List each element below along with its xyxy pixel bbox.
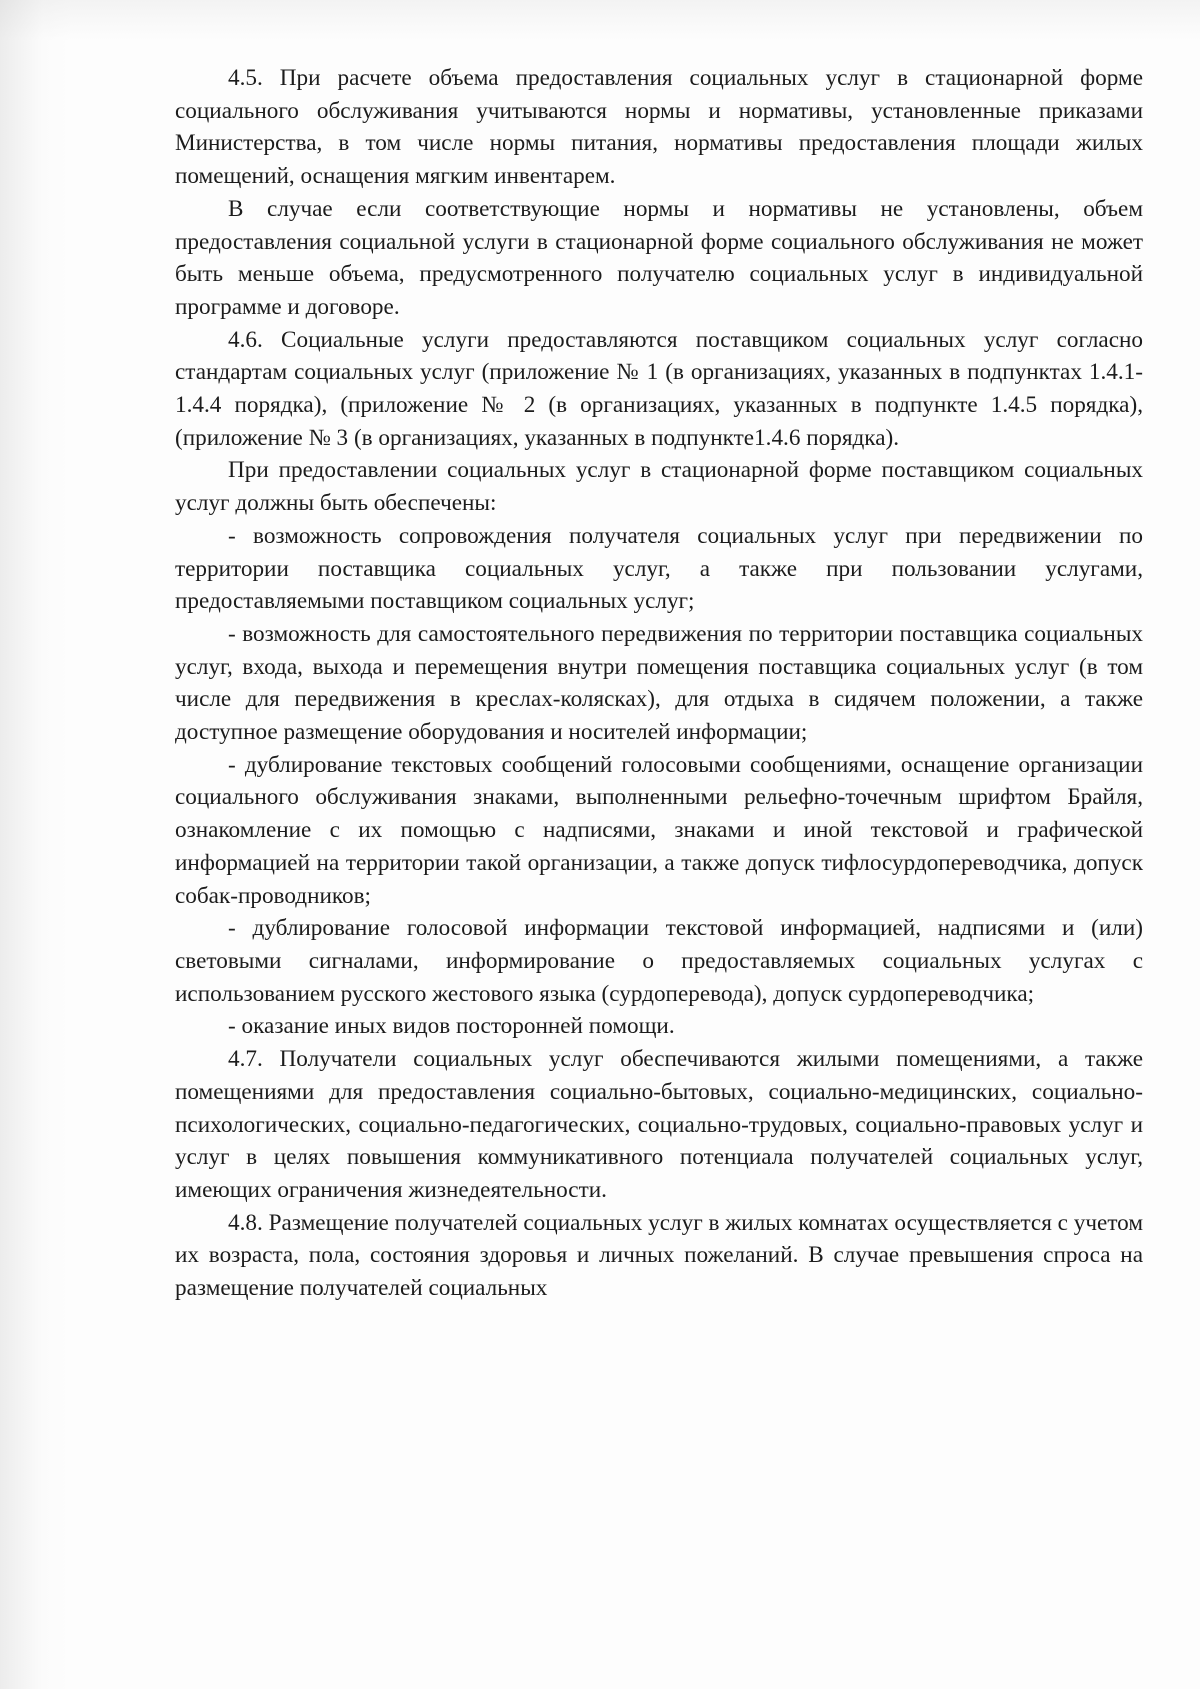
list-item-other-assistance: - оказание иных видов посторонней помощи. xyxy=(228,1013,675,1040)
list-item-independent-movement: - возможность для самостоятельного передвижения по территории поставщика социальных услуг, входа, выхода и перемещения внутри помещения поставщика социальных услуг (в том числе для передвижения в креслах-колясках), для отдыха в сидячем положении, а также доступное размещение оборудования и носителей информации; xyxy=(175,620,1143,746)
scan-shadow-left xyxy=(0,0,70,1689)
paragraph-norms-not-set: В случае если соответствующие нормы и нормативы не установлены, объем предоставления социальной услуги в стационарной форме социального обслуживания не может быть меньше объема, предусмотренного получателю социальных услуг в индивидуальной программе и договоре. xyxy=(175,195,1143,320)
paragraph-4-6: 4.6. Социальные услуги предоставляются поставщиком социальных услуг согласно стандартам социальных услуг (приложение № 1 (в организациях, указанных в подпунктах 1.4.1-1.4.4 порядка), (приложение № 2 (в организациях, указанных в подпункте 1.4.5 порядка), (приложение № 3 (в организациях, указанных в подпункте1.4.6 порядка). xyxy=(175,326,1143,451)
paragraph-4-7: 4.7. Получатели социальных услуг обеспечиваются жилыми помещениями, а также помещениями для предоставления социально-бытовых, социально-медицинских, социально-психологических, социально-педагогических, социально-трудовых, социально-правовых услуг и услуг в целях повышения коммуникативного потенциала получателей социальных услуг, имеющих ограничения жизнедеятельности. xyxy=(175,1046,1143,1203)
document-body xyxy=(175,62,1143,1305)
scan-shadow-top xyxy=(0,0,1200,40)
list-item-text-duplication: - дублирование текстовых сообщений голосовыми сообщениями, оснащение организации социального обслуживания знаками, выполненными рельефно-точечным шрифтом Брайля, ознакомление с их помощью с надписями, знаками и иной текстовой и графической информацией на территории такой организации, а также допуск тифлосурдопереводчика, допуск собак-проводников; xyxy=(175,751,1143,909)
list-item-voice-duplication: - дублирование голосовой информации текстовой информацией, надписями и (или) световыми сигналами, информирование о предоставляемых социальных услугах с использованием русского жестового языка (сурдоперевода), допуск сурдопереводчика; xyxy=(175,915,1143,1007)
paragraph-4-8: 4.8. Размещение получателей социальных услуг в жилых комнатах осуществляется с учетом их возраста, пола, состояния здоровья и личных пожеланий. В случае превышения спроса на размещение получателей социальных xyxy=(175,1209,1143,1302)
paragraph-provision-requirements: При предоставлении социальных услуг в стационарной форме поставщиком социальных услуг должны быть обеспечены: xyxy=(175,457,1143,517)
list-item-escort: - возможность сопровождения получателя социальных услуг при передвижении по территории поставщика социальных услуг, а также при пользовании услугами, предоставляемыми поставщиком социальных услуг; xyxy=(175,522,1143,615)
paragraph-4-5: 4.5. При расчете объема предоставления социальных услуг в стационарной форме социального обслуживания учитываются нормы и нормативы, установленные приказами Министерства, в том числе нормы питания, нормативы предоставления площади жилых помещений, оснащения мягким инвентарем. xyxy=(175,65,1143,190)
